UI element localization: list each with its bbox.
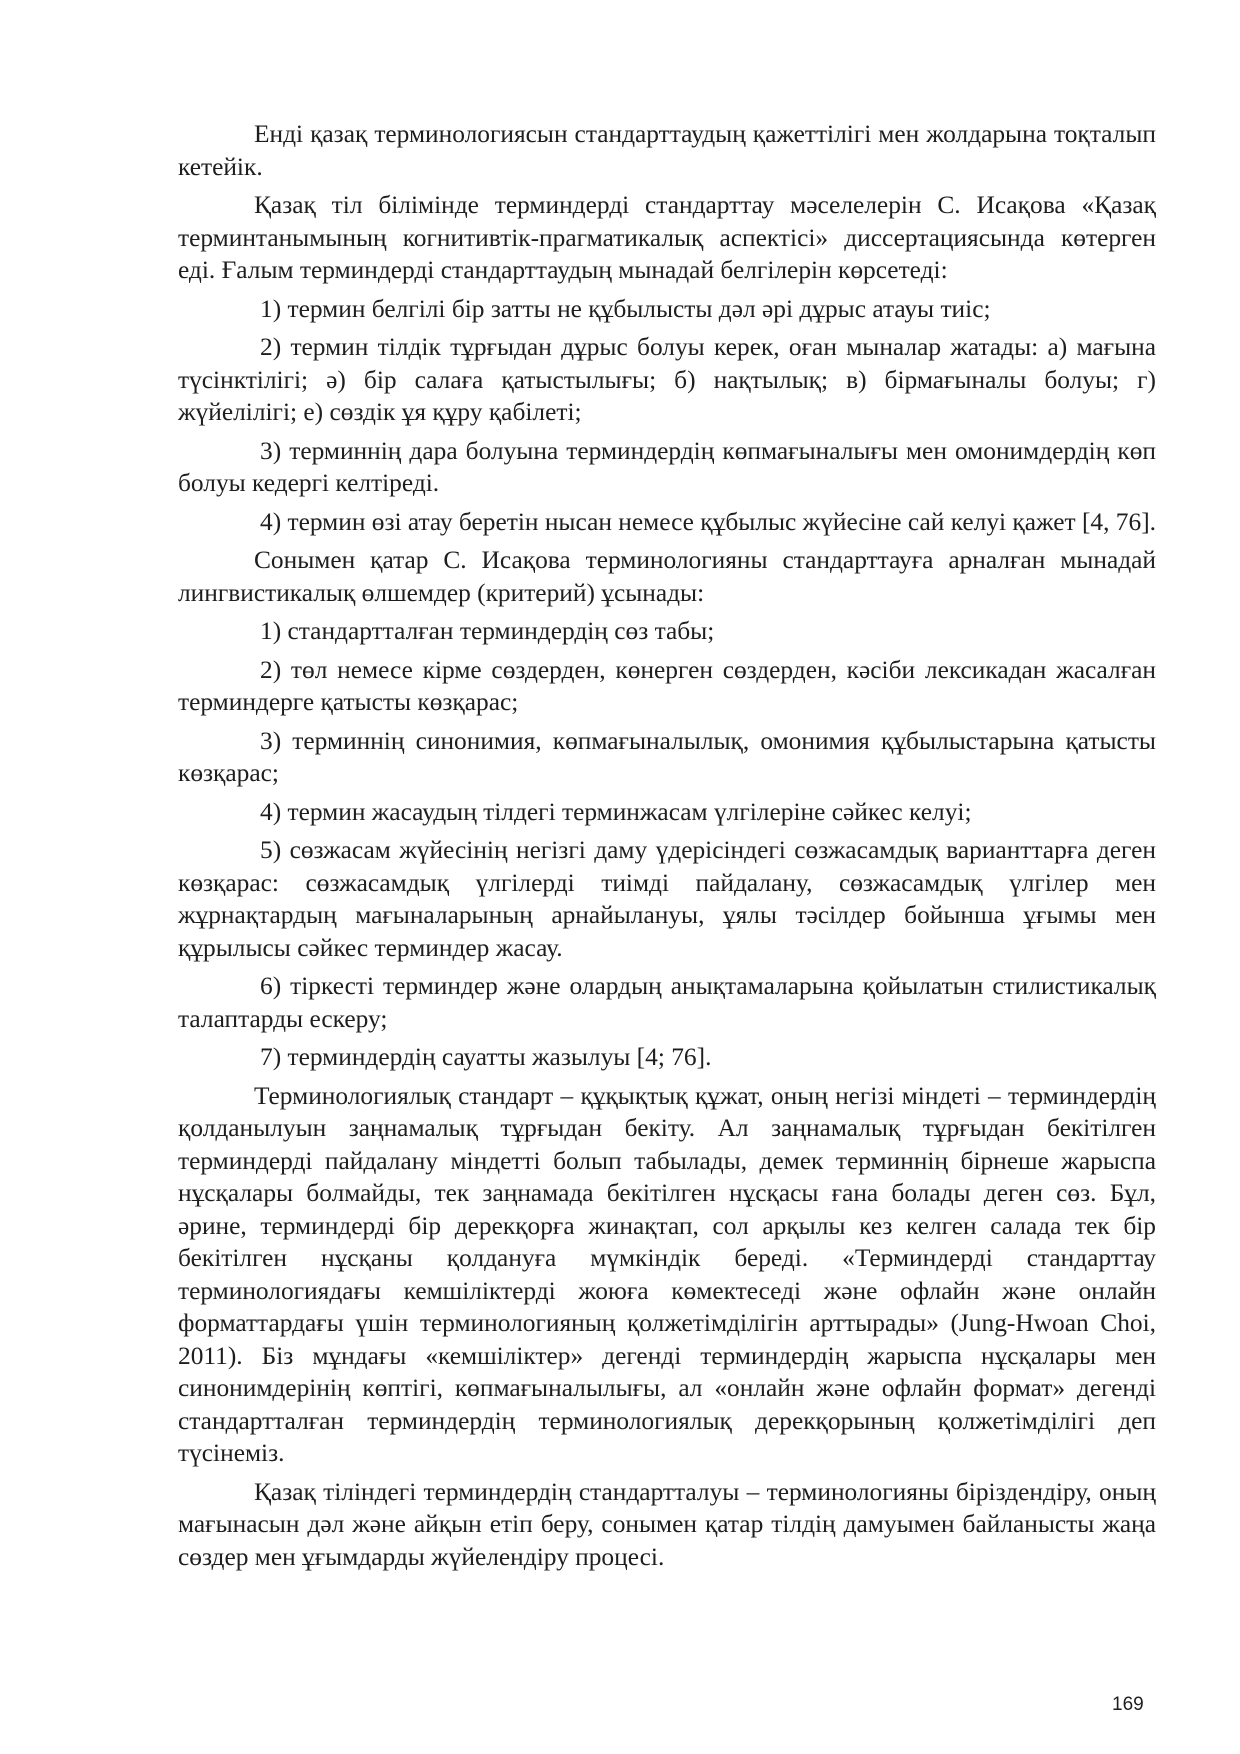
page-body <box>178 118 1156 1579</box>
list-item: 4) термин өзі атау беретін нысан немесе құбылыс жүйесіне сай келуі қажет [4, 76]. <box>260 507 1156 536</box>
list-item: 1) стандартталған терминдердің сөз табы; <box>260 617 715 645</box>
list-item: 6) тіркесті терминдер және олардың анықтамаларына қойылатын стилистикалық талаптарды ескеру; <box>178 972 1156 1033</box>
page-number: 169 <box>1112 1694 1144 1715</box>
list-item: 1) термин белгілі бір затты не құбылысты дәл әрі дұрыс атауы тиіс; <box>260 294 991 323</box>
list-item: 3) терминнің дара болуына терминдердің көпмағыналығы мен омонимдердің көп болуы кедергі келтіреді. <box>178 436 1156 497</box>
paragraph: Терминологиялық стандарт – құқықтық құжат, оның негізі міндеті – терминдердің қолданылуын заңнамалық тұрғыдан бекіту. Ал заңнамалық тұрғыдан бекітілген терминдерді пайдалану міндетті болып табылады, демек терминнің бірнеше жарыспа нұсқалары болмайды, тек заңнамада бекітілген нұсқасы ғана болады деген сөз. Бұл, әрине, терминдерді бір дерекқорға жинақтап, сол арқылы кез келген салада тек бір бекітілген нұсқаны қолдануға мүмкіндік береді. «Терминдерді стандарттау терминологиядағы кемшіліктерді жоюға көмектеседі және офлайн және онлайн форматтардағы үшін терминологияның қолжетімділігін арттырады» (Jung-Hwoan Choi, 2011). Біз мұндағы «кемшіліктер» дегенді терминдердің жарыспа нұсқалары мен синонимдерінің көптігі, көпмағыналылығы, ал «онлайн және офлайн формат» дегенді стандартталған терминдердің терминологиялық дерекқорының қолжетімділігі деп түсінеміз. <box>178 1081 1156 1467</box>
paragraph: Қазақ тіл білімінде терминдерді стандарттау мәселелерін С. Исақова «Қазақ терминтанымының когнитивтік-прагматикалық аспектісі» диссертациясында көтерген еді. Ғалым терминдерді стандарттаудың мынадай белгілерін көрсетеді: <box>178 191 1156 284</box>
list-item: 3) терминнің синонимия, көпмағыналылық, омонимия құбылыстарына қатысты көзқарас; <box>178 726 1156 787</box>
list-item: 5) сөзжасам жүйесінің негізгі даму үдерісіндегі сөзжасамдық варианттарға деген көзқарас: сөзжасамдық үлгілерді тиімді пайдалану, сөзжасамдық үлгілер мен жұрнақтардың мағыналарының арнайылануы, ұялы тәсілдер бойынша ұғымы мен құрылысы сәйкес терминдер жасау. <box>178 836 1156 962</box>
paragraph: Сонымен қатар С. Исақова терминологияны стандарттауға арналған мынадай лингвистикалық өлшемдер (критерий) ұсынады: <box>178 546 1156 607</box>
list-item: 7) терминдердің сауатты жазылуы [4; 76]. <box>260 1043 712 1071</box>
list-item: 2) термин тілдік тұрғыдан дұрыс болуы керек, оған мыналар жатады: а) мағына түсінктілігі; ә) бір салаға қатыстылығы; б) нақтылық; в) бірмағыналы болуы; г) жүйелілігі; е) сөздік ұя құру қабілеті; <box>178 333 1156 426</box>
paragraph: Енді қазақ терминологиясын стандарттаудың қажеттілігі мен жолдарына тоқталып кетейік. <box>178 120 1156 181</box>
list-item: 2) төл немесе кірме сөздерден, көнерген сөздерден, кәсіби лексикадан жасалған терминдерге қатысты көзқарас; <box>178 655 1156 716</box>
paragraph: Қазақ тіліндегі терминдердің стандартталуы – терминологияны біріздендіру, оның мағынасын дәл және айқын етіп беру, сонымен қатар тілдің дамуымен байланысты жаңа сөздер мен ұғымдарды жүйелендіру процесі. <box>178 1477 1156 1571</box>
list-item: 4) термин жасаудың тілдегі терминжасам үлгілеріне сәйкес келуі; <box>260 797 972 826</box>
